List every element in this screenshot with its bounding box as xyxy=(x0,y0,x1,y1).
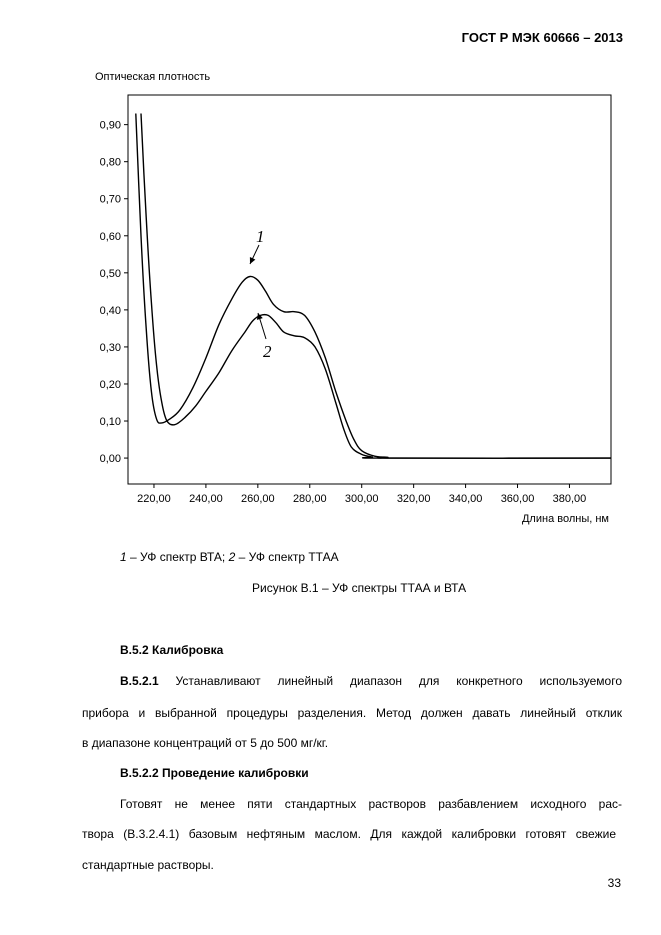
x-tick-label: 360,00 xyxy=(500,493,535,505)
series-line-2 xyxy=(141,114,611,459)
paragraph-1-line-1: В.5.2.1 Устанавливают линейный диапазон для конкретного используемого xyxy=(120,674,622,688)
y-tick-label: 0,40 xyxy=(99,304,121,317)
y-tick-label: 0,00 xyxy=(99,453,121,466)
series-lines xyxy=(136,114,611,459)
x-tick-label: 220,00 xyxy=(137,493,171,505)
y-tick-label: 0,70 xyxy=(99,193,121,206)
figure-legend xyxy=(120,550,339,564)
paragraph-2-line-1: Готовят не менее пяти стандартных растворов разбавлением исходного рас- xyxy=(120,797,622,811)
x-tick-label: 240,00 xyxy=(189,493,223,505)
y-tick-label: 0,60 xyxy=(99,230,121,243)
legend-text-2: – УФ спектр ТТАА xyxy=(235,550,339,564)
annotation-label-1: 1 xyxy=(256,227,265,246)
x-tick-label: 260,00 xyxy=(241,493,275,505)
paragraph-2-line-3: стандартные растворы. xyxy=(82,858,214,872)
y-tick-label: 0,30 xyxy=(99,341,121,354)
series-line-1 xyxy=(136,114,611,459)
x-tick-label: 300,00 xyxy=(344,493,379,505)
figure-caption: Рисунок В.1 – УФ спектры ТТАА и ВТА xyxy=(252,581,467,595)
annotation-label-2: 2 xyxy=(263,342,272,361)
annotation-arrowhead-2 xyxy=(257,313,263,320)
legend-number-1: 1 xyxy=(120,550,127,564)
y-tick-label: 0,80 xyxy=(99,156,121,169)
y-tick-label: 0,50 xyxy=(99,267,121,280)
paragraph-2-line-2: твора (В.3.2.4.1) базовым нефтяным маслом. Для каждой калибровки готовят свежие xyxy=(82,827,616,841)
paragraph-1-number: В.5.2.1 xyxy=(120,674,159,688)
paragraph-1-line-2: прибора и выбранной процедуры разделения. Метод должен давать линейный отклик xyxy=(82,706,622,720)
y-axis-ticks xyxy=(100,120,128,465)
y-tick-label: 0,90 xyxy=(99,119,121,132)
legend-number-2: 2 xyxy=(228,550,236,564)
x-tick-label: 380,00 xyxy=(552,493,587,505)
curve-annotations xyxy=(250,227,272,361)
x-axis-ticks xyxy=(137,484,586,505)
page-number: 33 xyxy=(607,876,621,890)
section-heading: В.5.2 Калибровка xyxy=(120,643,224,657)
y-axis-label: Оптическая плотность xyxy=(95,71,211,83)
paragraph-1-line-3: в диапазоне концентраций от 5 до 500 мг/кг. xyxy=(82,736,329,750)
x-tick-label: 280,00 xyxy=(292,493,327,505)
x-tick-label: 340,00 xyxy=(448,493,483,505)
x-tick-label: 320,00 xyxy=(396,493,431,505)
y-tick-label: 0,10 xyxy=(99,416,121,429)
document-header: ГОСТ Р МЭК 60666 – 2013 xyxy=(461,30,623,45)
plot-frame xyxy=(128,95,611,484)
subsection-heading: В.5.2.2 Проведение калибровки xyxy=(120,766,309,780)
legend-text-1: – УФ спектр ВТА; xyxy=(126,550,229,564)
x-axis-label: Длина волны, нм xyxy=(521,513,609,525)
y-tick-label: 0,20 xyxy=(99,378,121,391)
